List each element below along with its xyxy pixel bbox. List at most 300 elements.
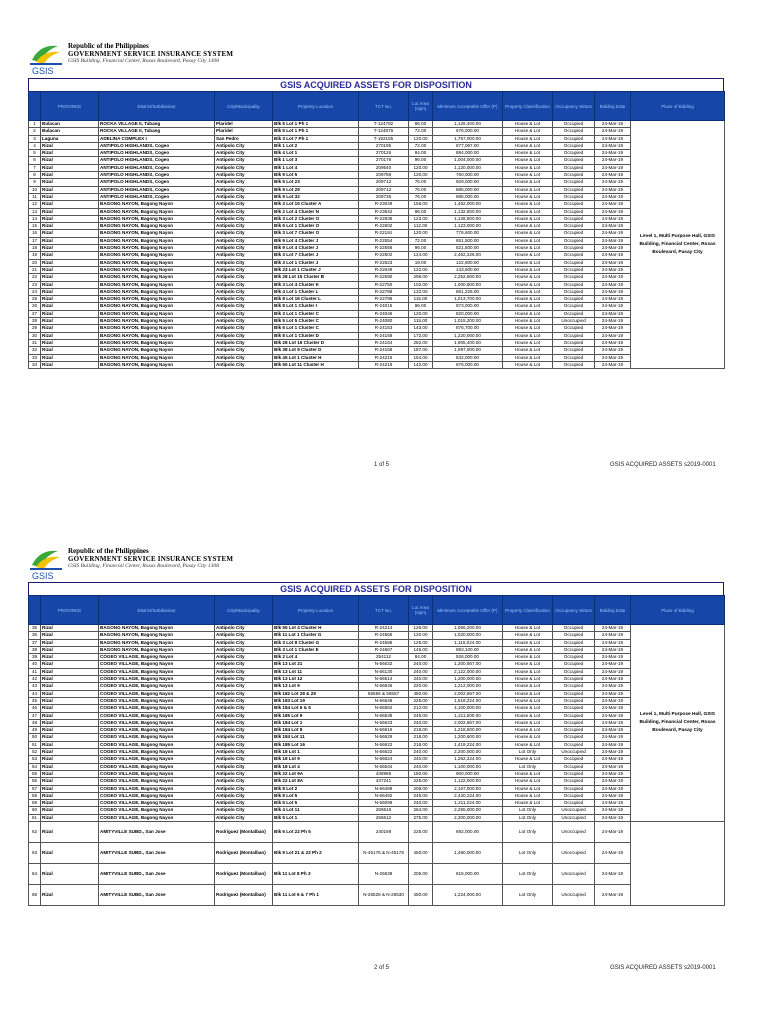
table-row xyxy=(29,193,725,200)
table-cell: House & Lot xyxy=(503,668,553,675)
table-cell: 1,013,700.00 xyxy=(433,296,503,303)
table-cell: Antipolo City xyxy=(215,266,273,273)
table-cell: Rizal xyxy=(41,719,99,726)
table-cell: Antipolo City xyxy=(215,800,273,807)
table-cell: 49 xyxy=(29,727,41,734)
column-header: Bidding Date xyxy=(595,596,631,625)
table-cell: House & Lot xyxy=(503,625,553,632)
table-cell: Antipolo City xyxy=(215,339,273,346)
place-of-bidding-cell: Level 1, Multi Purpose Hall, GSIS Building, Financial Center, Roxas Boulevard, Pasay City xyxy=(631,625,725,822)
table-cell: 24-Mar-19 xyxy=(595,150,631,157)
table-cell: AMITYVILLE SUBD., San Jose xyxy=(99,885,215,906)
table-cell: COGEO VILLAGE, Bagong Nayon xyxy=(99,661,215,668)
table-cell: R-24046 xyxy=(359,310,409,317)
table-cell: Blk 18 Lot 4 xyxy=(273,763,359,770)
table-cell: Antipolo City xyxy=(215,741,273,748)
assets-table-page-2 xyxy=(28,595,725,906)
table-cell: BAGONG NAYON, Bagong Nayon xyxy=(99,639,215,646)
column-header: Occupancy Status xyxy=(553,92,595,121)
table-cell: Rizal xyxy=(41,763,99,770)
table-cell: COGEO VILLAGE, Bagong Nayon xyxy=(99,683,215,690)
table-row xyxy=(29,770,725,777)
table-cell: Blk 8 Lot 16 Cluster L xyxy=(273,296,359,303)
table-cell: 225.00 xyxy=(409,697,433,704)
table-cell: Occupied xyxy=(553,646,595,653)
table-cell: Blk 3 Lot 4 Cluster K xyxy=(273,281,359,288)
table-cell: R-24565 xyxy=(359,632,409,639)
table-cell: 240.00 xyxy=(409,756,433,763)
table-cell: R-23642 xyxy=(359,208,409,215)
table-cell: Rizal xyxy=(41,164,99,171)
table-cell: Rizal xyxy=(41,756,99,763)
table-cell: Antipolo City xyxy=(215,654,273,661)
table-cell: Occupied xyxy=(553,150,595,157)
table-cell: BAGONG NAYON, Bagong Nayon xyxy=(99,237,215,244)
table-cell: R-24080 xyxy=(359,318,409,325)
table-cell: COGEO VILLAGE, Bagong Nayon xyxy=(99,676,215,683)
table-row xyxy=(29,310,725,317)
table-cell: Occupied xyxy=(553,128,595,135)
table-cell: 122.00 xyxy=(409,266,433,273)
table-cell: 24-Mar-19 xyxy=(595,208,631,215)
table-row xyxy=(29,697,725,704)
table-cell: 24-Mar-19 xyxy=(595,770,631,777)
table-cell: House & Lot xyxy=(503,318,553,325)
table-row xyxy=(29,719,725,726)
table-cell: 27 xyxy=(29,310,41,317)
table-cell: 1,115,024.00 xyxy=(433,639,503,646)
table-cell: Blk 6 Lot 1 Cluster O xyxy=(273,223,359,230)
table-row xyxy=(29,763,725,770)
table-cell: COGEO VILLAGE, Bagong Nayon xyxy=(99,749,215,756)
table-cell: Unoccupied xyxy=(553,749,595,756)
table-cell: 132.00 xyxy=(409,288,433,295)
table-cell: 120.00 xyxy=(409,172,433,179)
table-cell: 24-Mar-19 xyxy=(595,719,631,726)
table-cell: Rizal xyxy=(41,676,99,683)
table-cell: N-56544 xyxy=(359,763,409,770)
table-cell: 24-Mar-19 xyxy=(595,157,631,164)
table-cell: House & Lot xyxy=(503,661,553,668)
table-cell: 24-Mar-19 xyxy=(595,668,631,675)
table-cell: 24-Mar-19 xyxy=(595,361,631,368)
table-cell: House & Lot xyxy=(503,361,553,368)
table-cell: Occupied xyxy=(553,237,595,244)
table-cell: 143,600.00 xyxy=(433,266,503,273)
table-cell: Occupied xyxy=(553,705,595,712)
table-cell: BAGONG NAYON, Bagong Nayon xyxy=(99,303,215,310)
table-cell: House & Lot xyxy=(503,172,553,179)
table-cell: Rizal xyxy=(41,208,99,215)
table-cell: COGEO VILLAGE, Bagong Nayon xyxy=(99,654,215,661)
table-cell: 120.00 xyxy=(409,632,433,639)
table-row xyxy=(29,807,725,814)
table-cell: House & Lot xyxy=(503,741,553,748)
table-cell: Rizal xyxy=(41,749,99,756)
table-cell: COGEO VILLAGE, Bagong Nayon xyxy=(99,807,215,814)
table-cell: Antipolo City xyxy=(215,705,273,712)
table-cell: COGEO VILLAGE, Bagong Nayon xyxy=(99,668,215,675)
table-cell: Occupied xyxy=(553,770,595,777)
table-cell: BAGONG NAYON, Bagong Nayon xyxy=(99,347,215,354)
table-row xyxy=(29,281,725,288)
table-cell: 64 xyxy=(29,864,41,885)
table-cell: 120.00 xyxy=(409,310,433,317)
table-cell: BAGONG NAYON, Bagong Nayon xyxy=(99,318,215,325)
table-cell: 1 xyxy=(29,121,41,128)
table-cell: Occupied xyxy=(553,157,595,164)
table-cell: Rizal xyxy=(41,661,99,668)
table-row xyxy=(29,705,725,712)
table-cell: 24-Mar-19 xyxy=(595,164,631,171)
table-cell: Blk 18 Lot 1 xyxy=(273,749,359,756)
table-cell: R-24164 xyxy=(359,339,409,346)
table-cell: Rizal xyxy=(41,632,99,639)
org-line-1: Republic of the Philippines xyxy=(68,547,149,555)
table-row xyxy=(29,339,725,346)
table-cell: Rizal xyxy=(41,193,99,200)
table-cell: Occupied xyxy=(553,661,595,668)
table-cell: 122,600.00 xyxy=(433,259,503,266)
table-cell: 84.00 xyxy=(409,654,433,661)
table-cell: Blk 8 Lot 1 Cluster I xyxy=(273,303,359,310)
table-cell: Antipolo City xyxy=(215,807,273,814)
table-cell: 33 xyxy=(29,354,41,361)
table-row xyxy=(29,223,725,230)
table-cell: Blk 9 Lot 21 & 22 Ph 2 xyxy=(273,843,359,864)
table-cell: R-22750 xyxy=(359,281,409,288)
table-row xyxy=(29,150,725,157)
table-cell: 56 xyxy=(29,778,41,785)
table-cell: Rizal xyxy=(41,697,99,704)
table-cell: 220.00 xyxy=(409,683,433,690)
table-cell: 1,020,000.00 xyxy=(433,632,503,639)
table-cell: Antipolo City xyxy=(215,237,273,244)
table-cell: 450.00 xyxy=(409,885,433,906)
table-cell: R-24153 xyxy=(359,325,409,332)
table-cell: 24-Mar-19 xyxy=(595,179,631,186)
table-cell: House & Lot xyxy=(503,632,553,639)
table-cell: 84.00 xyxy=(409,150,433,157)
table-cell: 24-Mar-19 xyxy=(595,252,631,259)
table-cell: Lot Only xyxy=(503,807,553,814)
table-cell: 143.00 xyxy=(409,325,433,332)
table-cell: Blk 3 Lot 7 Ph 1 xyxy=(273,135,359,142)
table-cell: N-56130 xyxy=(359,668,409,675)
table-cell: 24-Mar-19 xyxy=(595,734,631,741)
table-cell: 1,100,000.00 xyxy=(433,763,503,770)
column-header: TCT No. xyxy=(359,596,409,625)
table-cell: 2,002,667.00 xyxy=(433,690,503,697)
table-row xyxy=(29,354,725,361)
table-cell: N-56562 xyxy=(359,705,409,712)
table-cell: Occupied xyxy=(553,186,595,193)
table-cell: Rizal xyxy=(41,150,99,157)
table-cell: 240.00 xyxy=(409,719,433,726)
table-cell: Antipolo City xyxy=(215,347,273,354)
table-cell: 120.00 xyxy=(409,164,433,171)
table-cell: 24 xyxy=(29,288,41,295)
table-cell: T-124876 xyxy=(359,128,409,135)
table-cell: Rizal xyxy=(41,683,99,690)
table-cell: ANTIPOLO HIGHLANDS, Cogeo xyxy=(99,179,215,186)
table-cell: House & Lot xyxy=(503,121,553,128)
table-row xyxy=(29,128,725,135)
table-row xyxy=(29,756,725,763)
table-row xyxy=(29,361,725,368)
table-cell: Rizal xyxy=(41,281,99,288)
table-cell: 96.00 xyxy=(409,303,433,310)
table-cell: Blk 183 Lot 19 xyxy=(273,697,359,704)
table-cell: COGEO VILLAGE, Bagong Nayon xyxy=(99,734,215,741)
table-cell: Antipolo City xyxy=(215,157,273,164)
table-cell: COGEO VILLAGE, Bagong Nayon xyxy=(99,792,215,799)
table-cell: 526,000.00 xyxy=(433,654,503,661)
table-cell: 24-Mar-19 xyxy=(595,245,631,252)
table-cell: Antipolo City xyxy=(215,208,273,215)
table-cell: 2,167,000.00 xyxy=(433,785,503,792)
table-cell: 56556 & 56557 xyxy=(359,690,409,697)
table-cell: 266512 xyxy=(359,814,409,821)
table-cell: 24-Mar-19 xyxy=(595,186,631,193)
org-line-2: GOVERNMENT SERVICE INSURANCE SYSTEM xyxy=(68,555,234,563)
table-cell: Antipolo City xyxy=(215,332,273,339)
table-cell: 96.00 xyxy=(409,208,433,215)
table-cell: 156.00 xyxy=(409,201,433,208)
table-cell: Occupied xyxy=(553,683,595,690)
table-cell: 145.00 xyxy=(409,646,433,653)
table-cell: Occupied xyxy=(553,259,595,266)
table-cell: 96.00 xyxy=(409,121,433,128)
table-cell: Blk 5 Lot 5 Cluster C xyxy=(273,318,359,325)
table-cell: Occupied xyxy=(553,296,595,303)
table-cell: House & Lot xyxy=(503,164,553,171)
table-cell: Occupied xyxy=(553,142,595,149)
table-cell: 124.00 xyxy=(409,252,433,259)
table-cell: Blk 184 Lot 6 & 5 xyxy=(273,705,359,712)
table-row xyxy=(29,885,725,906)
table-cell: ANTIPOLO HIGHLANDS, Cogeo xyxy=(99,193,215,200)
table-cell: 24-Mar-19 xyxy=(595,705,631,712)
table-cell: 53 xyxy=(29,756,41,763)
table-cell: Antipolo City xyxy=(215,172,273,179)
table-row xyxy=(29,625,725,632)
table-cell: Rizal xyxy=(41,288,99,295)
table-row xyxy=(29,712,725,719)
table-cell: Occupied xyxy=(553,215,595,222)
table-cell: 245.00 xyxy=(409,712,433,719)
table-cell: BAGONG NAYON, Bagong Nayon xyxy=(99,332,215,339)
table-cell: Antipolo City xyxy=(215,690,273,697)
table-cell: 24-Mar-19 xyxy=(595,646,631,653)
table-cell: 123.00 xyxy=(409,215,433,222)
table-cell: 24-Mar-19 xyxy=(595,763,631,770)
table-row xyxy=(29,646,725,653)
table-cell: Antipolo City xyxy=(215,676,273,683)
table-cell: Antipolo City xyxy=(215,288,273,295)
table-cell: 24-Mar-19 xyxy=(595,128,631,135)
table-cell: ANTIPOLO HIGHLANDS, Cogeo xyxy=(99,186,215,193)
table-cell: Occupied xyxy=(553,252,595,259)
table-cell: COGEO VILLAGE, Bagong Nayon xyxy=(99,690,215,697)
table-cell: COGEO VILLAGE, Bagong Nayon xyxy=(99,719,215,726)
table-cell: 35 xyxy=(29,625,41,632)
table-row xyxy=(29,230,725,237)
table-cell: 873,000.00 xyxy=(433,303,503,310)
table-cell: Blk 6 Lot 1 Cluster C xyxy=(273,325,359,332)
column-header: District/Subdivision xyxy=(99,596,215,625)
table-cell: 24-Mar-19 xyxy=(595,843,631,864)
table-cell: Blk 1 Lot 4 xyxy=(273,164,359,171)
table-cell: 24-Mar-19 xyxy=(595,325,631,332)
table-cell: Blk 55 Lot 4 Cluster H xyxy=(273,625,359,632)
table-cell: N-56546 xyxy=(359,683,409,690)
table-cell: Blk 8 Lot 5 xyxy=(273,792,359,799)
table-cell: House & Lot xyxy=(503,230,553,237)
table-cell: 72.00 xyxy=(409,237,433,244)
table-cell: Rizal xyxy=(41,332,99,339)
table-cell: Rodriguez (Montalban) xyxy=(215,822,273,843)
table-cell: Unoccupied xyxy=(553,885,595,906)
table-cell: 205.00 xyxy=(409,864,433,885)
table-cell: 24-Mar-19 xyxy=(595,281,631,288)
table-row xyxy=(29,347,725,354)
table-cell: R-22554 xyxy=(359,237,409,244)
table-cell: Antipolo City xyxy=(215,712,273,719)
table-cell: 24-Mar-19 xyxy=(595,274,631,281)
table-cell: Blk 45 Lot 1 Cluster H xyxy=(273,354,359,361)
table-cell: Occupied xyxy=(553,201,595,208)
table-cell: Blk 5 Lot 1 Ph 1 xyxy=(273,121,359,128)
table-cell: House & Lot xyxy=(503,354,553,361)
table-cell: 9 xyxy=(29,179,41,186)
column-header: City/Municipality xyxy=(215,596,273,625)
table-cell: 11 xyxy=(29,193,41,200)
table-row xyxy=(29,864,725,885)
table-row xyxy=(29,142,725,149)
table-cell: Bulacan xyxy=(41,128,99,135)
table-cell: Occupied xyxy=(553,288,595,295)
table-row xyxy=(29,296,725,303)
table-cell: 240169 xyxy=(359,822,409,843)
table-cell: 47 xyxy=(29,712,41,719)
table-cell: 2,200,000.00 xyxy=(433,749,503,756)
table-cell: 24-Mar-19 xyxy=(595,332,631,339)
table-cell: 240.00 xyxy=(409,661,433,668)
table-cell: Antipolo City xyxy=(215,230,273,237)
table-cell: Blk 9 Lot 32 xyxy=(273,193,359,200)
table-row xyxy=(29,157,725,164)
table-cell: House & Lot xyxy=(503,339,553,346)
table-cell: R-24158 xyxy=(359,332,409,339)
table-cell: Blk 8 Lot 1 Cluster D xyxy=(273,332,359,339)
table-cell: BAGONG NAYON, Bagong Nayon xyxy=(99,646,215,653)
table-cell: 13 xyxy=(29,208,41,215)
table-cell: N-26638 xyxy=(359,864,409,885)
table-cell: 24-Mar-19 xyxy=(595,749,631,756)
table-cell: Rizal xyxy=(41,223,99,230)
table-cell: 6 xyxy=(29,157,41,164)
table-cell: 760,000.00 xyxy=(433,172,503,179)
table-row xyxy=(29,179,725,186)
table-cell: 187.00 xyxy=(409,347,433,354)
table-cell: 2,122,000.00 xyxy=(433,668,503,675)
table-cell: House & Lot xyxy=(503,705,553,712)
table-cell: 24-Mar-19 xyxy=(595,201,631,208)
table-cell: 861,226.00 xyxy=(433,288,503,295)
table-cell: Antipolo City xyxy=(215,646,273,653)
table-cell: Blk 4 Lot 1 xyxy=(273,150,359,157)
table-cell: COGEO VILLAGE, Bagong Nayon xyxy=(99,800,215,807)
table-cell: Blk 11 Lot 1 Cluster G xyxy=(273,632,359,639)
table-cell: Rizal xyxy=(41,741,99,748)
table-cell: R-22191 xyxy=(359,230,409,237)
table-cell: Plaridel xyxy=(215,128,273,135)
table-cell: House & Lot xyxy=(503,186,553,193)
table-row xyxy=(29,661,725,668)
table-cell: 1,123,000.00 xyxy=(433,223,503,230)
table-cell: 24-Mar-19 xyxy=(595,756,631,763)
table-cell: 2,265,000.00 xyxy=(433,807,503,814)
table-row xyxy=(29,303,725,310)
table-cell: Rizal xyxy=(41,157,99,164)
org-line-3: GSIS Building, Financial Center, Roxas Boulevard, Pasay City 1308 xyxy=(68,58,219,64)
table-cell: 180.00 xyxy=(409,770,433,777)
table-cell: R-22796 xyxy=(359,296,409,303)
table-cell: Occupied xyxy=(553,347,595,354)
table-cell: Bulacan xyxy=(41,121,99,128)
table-row xyxy=(29,676,725,683)
table-cell: House & Lot xyxy=(503,179,553,186)
table-cell: 225.00 xyxy=(409,822,433,843)
table-cell: N-56624 xyxy=(359,756,409,763)
table-cell: R-23028 xyxy=(359,201,409,208)
table-cell: N-56538 xyxy=(359,712,409,719)
table-cell: 877,067.00 xyxy=(433,142,503,149)
table-cell: 41 xyxy=(29,668,41,675)
table-cell: 2,002,667.00 xyxy=(433,719,503,726)
table-cell: Rizal xyxy=(41,785,99,792)
table-cell: 209.00 xyxy=(409,785,433,792)
table-cell: 24-Mar-19 xyxy=(595,303,631,310)
table-cell: Occupied xyxy=(553,339,595,346)
column-header: Property Location xyxy=(273,596,359,625)
table-row xyxy=(29,259,725,266)
table-cell: 19 xyxy=(29,252,41,259)
table-cell: R-24218 xyxy=(359,361,409,368)
table-cell: Antipolo City xyxy=(215,756,273,763)
table-cell: Rizal xyxy=(41,142,99,149)
table-cell: 72.00 xyxy=(409,128,433,135)
table-cell: 24-Mar-19 xyxy=(595,259,631,266)
table-cell: Occupied xyxy=(553,727,595,734)
table-cell: Blk 184 Lot 1 xyxy=(273,719,359,726)
table-cell: Occupied xyxy=(553,223,595,230)
table-body xyxy=(29,625,725,906)
table-cell: R-22690 xyxy=(359,274,409,281)
table-cell: 72.00 xyxy=(409,142,433,149)
table-cell: Occupied xyxy=(553,785,595,792)
table-cell: 10 xyxy=(29,186,41,193)
table-cell: ANTIPOLO HIGHLANDS, Cogeo xyxy=(99,142,215,149)
table-cell: 36 xyxy=(29,632,41,639)
table-cell: Occupied xyxy=(553,734,595,741)
table-cell: Rizal xyxy=(41,814,99,821)
table-cell: Rizal xyxy=(41,792,99,799)
table-cell: House & Lot xyxy=(503,252,553,259)
table-cell: Blk 13 Lot 21 xyxy=(273,661,359,668)
table-cell: 62 xyxy=(29,822,41,843)
